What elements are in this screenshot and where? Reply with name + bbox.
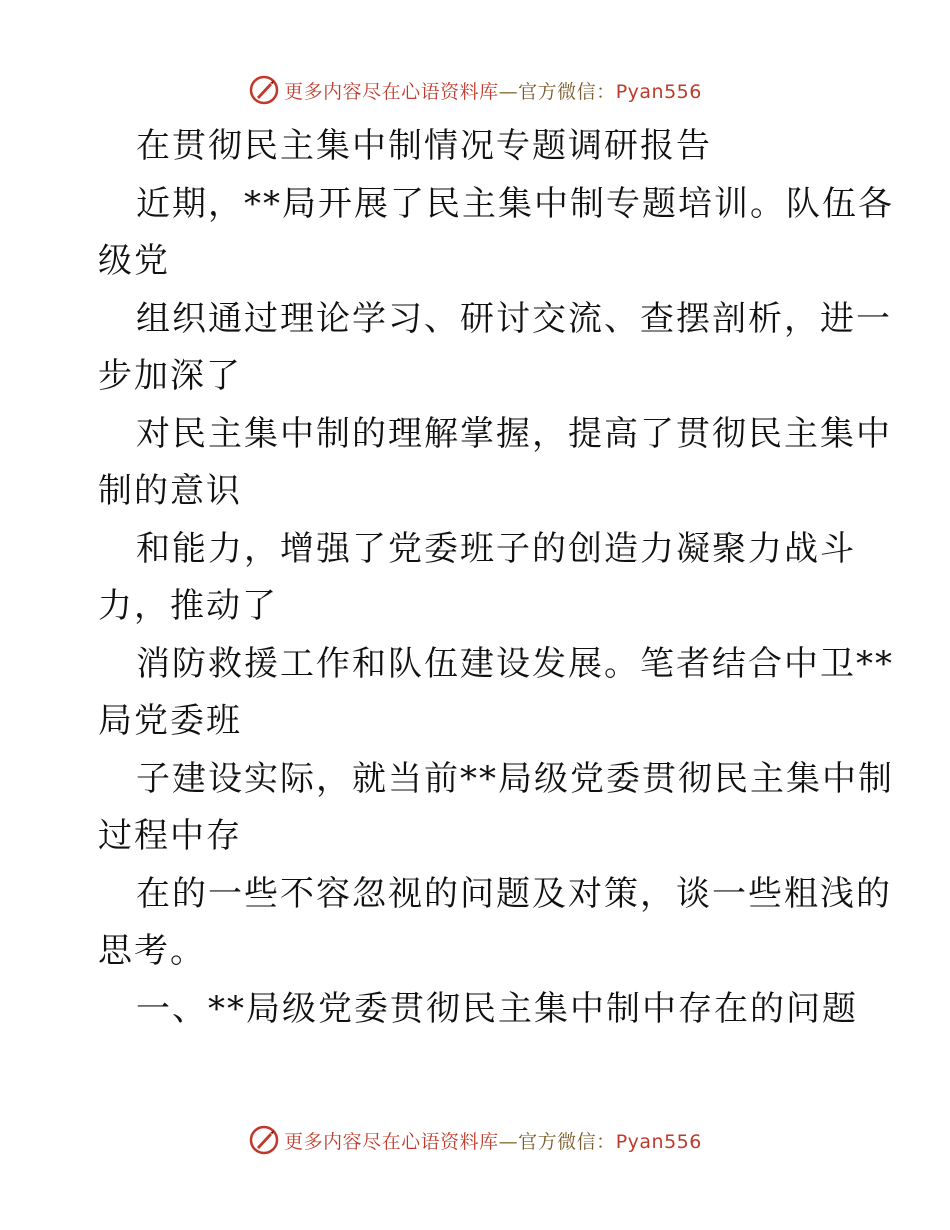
watermark-text: [284, 77, 702, 104]
paragraph-line: 过程中存: [98, 816, 242, 856]
paragraph-line: 和能力，增强了党委班子的创造力凝聚力战斗: [136, 528, 856, 569]
watermark-separator: —: [498, 1130, 519, 1153]
quill-pen-logo-icon: [248, 74, 280, 106]
paragraph-line: 思考。: [98, 931, 206, 971]
watermark-separator: —: [498, 80, 519, 103]
paragraph-line: 级党: [98, 241, 170, 281]
paragraph-line: 制的意识: [98, 471, 242, 511]
document-body: [98, 118, 894, 1038]
paragraph-line: 对民主集中制的理解掌握，提高了贯彻民主集中: [136, 413, 892, 454]
paragraph-line: 近期，**局开展了民主集中制专题培训。队伍各: [136, 183, 894, 224]
watermark-site-text: 更多内容尽在心语资料库: [284, 1130, 499, 1153]
paragraph-line: 组织通过理论学习、研讨交流、查摆剖析，进一: [136, 298, 892, 339]
section-heading: 一、**局级党委贯彻民主集中制中存在的问题: [136, 988, 858, 1029]
footer-watermark-banner: [0, 1120, 950, 1160]
paragraph-line: 步加深了: [98, 356, 242, 396]
paragraph-line: 在的一些不容忽视的问题及对策，谈一些粗浅的: [136, 873, 892, 914]
paragraph-line: 力，推动了: [98, 586, 278, 626]
paragraph-line: 子建设实际，就当前**局级党委贯彻民主集中制: [136, 758, 894, 799]
watermark-text: [284, 1127, 702, 1154]
document-title: 在贯彻民主集中制情况专题调研报告: [136, 126, 712, 166]
watermark-wechat-id: Pyan556: [615, 1130, 702, 1153]
quill-pen-logo-icon: [248, 1124, 280, 1156]
watermark-wechat-label: 官方微信：: [518, 1130, 616, 1153]
paragraph-line: 消防救援工作和队伍建设发展。笔者结合中卫**: [136, 643, 894, 684]
watermark-wechat-id: Pyan556: [615, 80, 702, 103]
watermark-site-text: 更多内容尽在心语资料库: [284, 80, 499, 103]
header-watermark-banner: [0, 70, 950, 110]
paragraph-line: 局党委班: [98, 701, 242, 741]
watermark-wechat-label: 官方微信：: [518, 80, 616, 103]
